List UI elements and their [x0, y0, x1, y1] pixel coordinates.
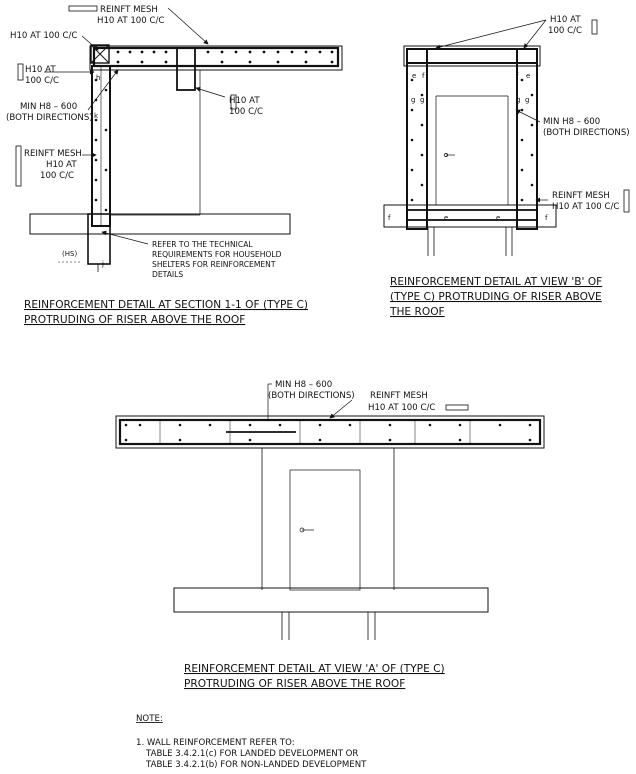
refer-line1: REFER TO THE TECHNICAL [152, 240, 253, 249]
view-b-mark-g4: g [525, 96, 530, 104]
h10-right-at-label: H10 AT [229, 96, 260, 106]
both-directions-label: (BOTH DIRECTIONS) [6, 113, 93, 123]
mesh-left-line1: REINFT MESH [24, 149, 82, 159]
mesh-label-line2: H10 AT 100 C/C [97, 16, 165, 26]
refer-line2: REQUIREMENTS FOR HOUSEHOLD [152, 250, 282, 259]
view-b-mark-e2: e [526, 72, 531, 80]
hs-mark: (HS) [62, 250, 78, 258]
view-b-mark-f1: f [422, 72, 425, 80]
view-b-h10-label: H10 AT [550, 15, 581, 25]
view-b-mesh-label: REINFT MESH [552, 191, 610, 201]
view-b-both-dir-label: (BOTH DIRECTIONS) [543, 128, 630, 138]
view-b-detail [384, 20, 629, 256]
h10-at-label: H10 AT [25, 65, 56, 75]
view-b-min-h8-label: MIN H8 – 600 [543, 117, 601, 127]
mesh-label-line1: REINFT MESH [100, 5, 158, 15]
view-b-mark-e4: e [496, 214, 501, 222]
view-a-slab [174, 588, 488, 612]
view-b-mark-g3: g [516, 96, 521, 104]
view-b-mark-f2: f [516, 72, 519, 80]
note-line3: TABLE 3.4.2.1(b) FOR NON-LANDED DEVELOPMENT [146, 760, 367, 770]
slab-reinforcement-band [94, 48, 338, 66]
note-line2: TABLE 3.4.2.1(c) FOR LANDED DEVELOPMENT OR [146, 749, 359, 759]
view-b-cc-label: 100 C/C [548, 26, 583, 36]
view-b-slab [384, 205, 556, 227]
rebar-dots-top [95, 51, 334, 212]
section-1-1-labels [6, 5, 308, 326]
detail1-title-line1: REINFORCEMENT DETAIL AT SECTION 1-1 OF (TYPE C) [24, 299, 309, 311]
h10-right-cc-label: 100 C/C [229, 107, 264, 117]
refer-line3: SHELTERS FOR REINFORCEMENT [152, 260, 276, 269]
mesh-left-line3: 100 C/C [40, 171, 75, 181]
mesh-left-line2: H10 AT [46, 160, 77, 170]
detail3-title-line2: PROTRUDING OF RISER ABOVE THE ROOF [184, 678, 406, 690]
detail2-title-line2: (TYPE C) PROTRUDING OF RISER ABOVE [390, 291, 602, 303]
h10-cc-label: 100 C/C [25, 76, 60, 86]
view-b-mark-g2: g [420, 96, 425, 104]
refer-line4: DETAILS [152, 270, 184, 279]
view-a-mesh-label: REINFT MESH [370, 391, 428, 401]
duct-cage [177, 48, 195, 90]
view-a-mesh-spacing-label: H10 AT 100 C/C [368, 403, 436, 413]
notes-block [136, 714, 367, 770]
view-a-labels [184, 380, 445, 690]
view-a-detail [116, 384, 544, 640]
view-b-mesh-spacing-label: H10 AT 100 C/C [552, 202, 620, 212]
roof-slab-section [30, 214, 290, 234]
view-b-mark-g1: g [411, 96, 416, 104]
bar-symbol [69, 6, 97, 11]
view-a-hood-reinforcement [120, 420, 540, 444]
view-a-door [290, 470, 360, 590]
view-b-mark-e1: e [412, 72, 417, 80]
h10-spacing-label: H10 AT 100 C/C [10, 31, 78, 41]
view-a-min-h8-label: MIN H8 – 600 [275, 380, 333, 390]
section-1-1-detail [16, 6, 342, 272]
view-a-both-dir-label: (BOTH DIRECTIONS) [268, 391, 355, 401]
bar-mark-h: h [96, 74, 101, 82]
note-line1: 1. WALL REINFORCEMENT REFER TO: [136, 738, 295, 748]
bar-mark-j: j [102, 260, 104, 268]
view-b-mark-f4: f [545, 214, 548, 222]
detail1-title-line2: PROTRUDING OF RISER ABOVE THE ROOF [24, 314, 246, 326]
detail2-title-line3: THE ROOF [390, 306, 445, 318]
note-heading: NOTE: [136, 714, 163, 724]
view-b-mark-e3: e [444, 214, 449, 222]
view-b-labels [388, 15, 630, 318]
bar-mark-k: k [94, 112, 99, 120]
min-h8-label: MIN H8 – 600 [20, 102, 78, 112]
detail2-title-line1: REINFORCEMENT DETAIL AT VIEW 'B' OF [390, 276, 603, 288]
detail3-title-line1: REINFORCEMENT DETAIL AT VIEW 'A' OF (TYPE C) [184, 663, 445, 675]
view-b-mark-f3: f [388, 214, 391, 222]
